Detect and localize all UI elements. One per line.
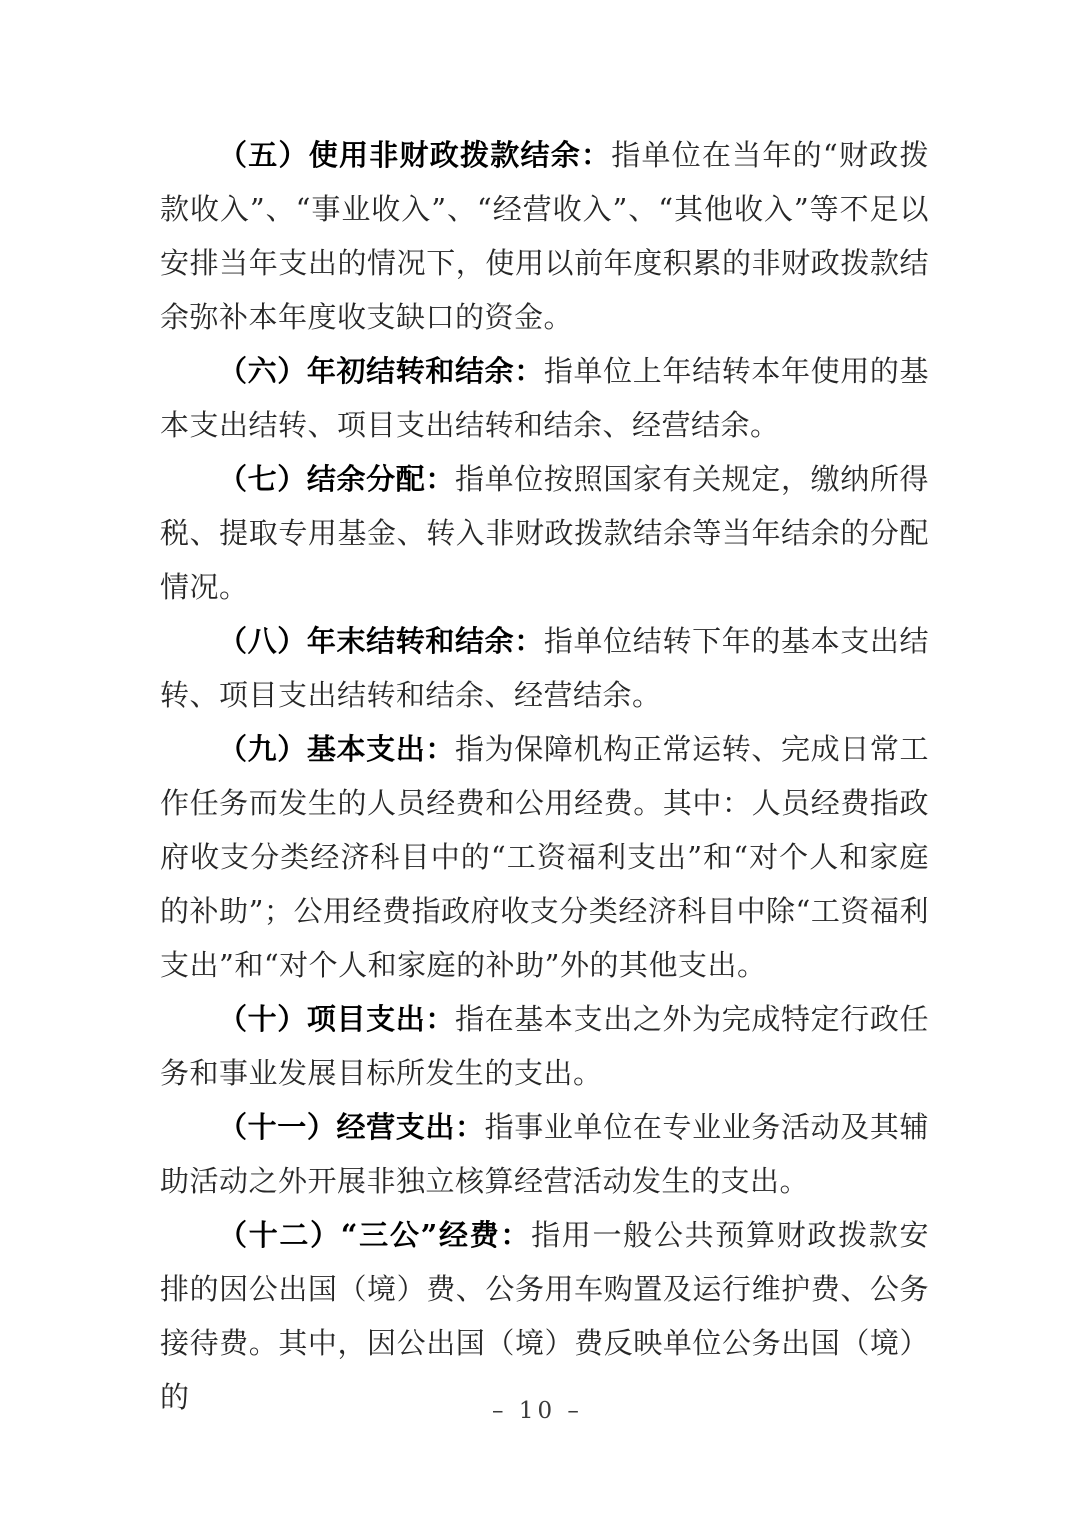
paragraph-head: （七）结余分配： (218, 462, 456, 496)
paragraph-head: （十二）“三公”经费： (218, 1218, 532, 1252)
paragraph-text: 指单位在当年的“财政拨款收入”、“事业收入”、“经营收入”、“其他收入”等不足以安排当年支出的情况下，使用以前年度积累的非财政拨款结余弥补本年度收支缺口的资金。 (160, 138, 929, 334)
paragraph-text: 指单位结转下年的基本支出结转、项目支出结转和结余、经营结余。 (160, 624, 929, 712)
document-body (160, 128, 929, 1424)
paragraph-item-11 (160, 1100, 929, 1208)
paragraph-text: 指为保障机构正常运转、完成日常工作任务而发生的人员经费和公用经费。其中：人员经费指政府收支分类经济科目中的“工资福利支出”和“对个人和家庭的补助”；公用经费指政府收支分类经济科目中除“工资福利支出”和“对个人和家庭的补助”外的其他支出。 (160, 732, 929, 982)
paragraph-head: （十）项目支出： (218, 1002, 456, 1036)
paragraph-head: （五）使用非财政拨款结余： (218, 138, 612, 172)
paragraph-item-10 (160, 992, 929, 1100)
paragraph-head: （八）年末结转和结余： (218, 624, 544, 658)
paragraph-text: 指单位按照国家有关规定，缴纳所得税、提取专用基金、转入非财政拨款结余等当年结余的分配情况。 (160, 462, 929, 604)
paragraph-item-6 (160, 344, 929, 452)
paragraph-text: 指在基本支出之外为完成特定行政任务和事业发展目标所发生的支出。 (160, 1002, 929, 1090)
paragraph-head: （九）基本支出： (218, 732, 456, 766)
paragraph-head: （六）年初结转和结余： (218, 354, 544, 388)
paragraph-text: 指用一般公共预算财政拨款安排的因公出国（境）费、公务用车购置及运行维护费、公务接待费。其中，因公出国（境）费反映单位公务出国（境）的 (160, 1218, 929, 1414)
paragraph-item-5 (160, 128, 929, 344)
paragraph-item-12 (160, 1208, 929, 1424)
paragraph-text: 指单位上年结转本年使用的基本支出结转、项目支出结转和结余、经营结余。 (160, 354, 929, 442)
paragraph-text: 指事业单位在专业业务活动及其辅助活动之外开展非独立核算经营活动发生的支出。 (160, 1110, 929, 1198)
paragraph-item-9 (160, 722, 929, 992)
paragraph-item-7 (160, 452, 929, 614)
page-number: – 10 – (492, 1398, 583, 1424)
paragraph-item-8 (160, 614, 929, 722)
paragraph-head: （十一）经营支出： (218, 1110, 485, 1144)
